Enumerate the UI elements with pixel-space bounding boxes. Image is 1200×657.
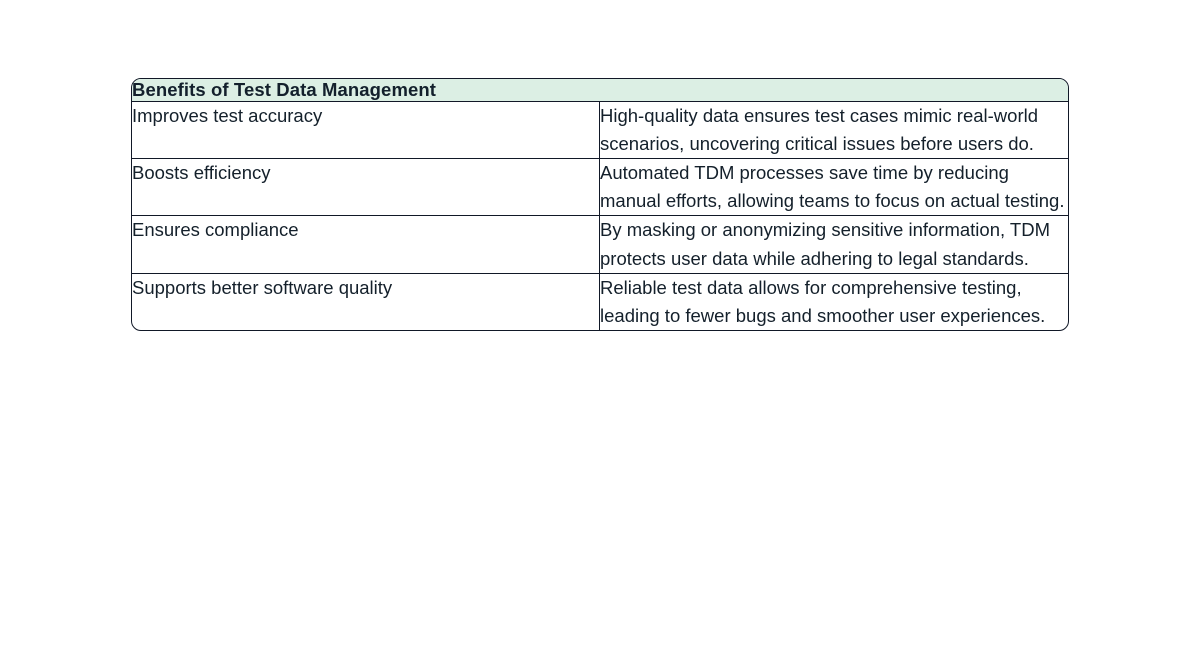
benefit-description: Reliable test data allows for comprehensive testing, leading to fewer bugs and smoother user experiences. [600, 276, 1046, 326]
table-cell-description [600, 159, 1068, 216]
table-header [132, 79, 1068, 102]
table-header-row [132, 79, 1068, 102]
table-row [132, 274, 1068, 330]
benefits-table [131, 78, 1069, 331]
benefit-description: Automated TDM processes save time by reducing manual efforts, allowing teams to focus on actual testing. [600, 162, 1065, 212]
benefit-label: Supports better software quality [132, 276, 393, 298]
table-cell-benefit [132, 102, 600, 159]
table-cell-description [600, 216, 1068, 273]
table-cell-description [600, 274, 1068, 330]
benefits-table-container [131, 78, 1069, 331]
benefit-description: High-quality data ensures test cases mimic real-world scenarios, uncovering critical issues before users do. [600, 105, 1039, 155]
benefit-description: By masking or anonymizing sensitive information, TDM protects user data while adhering to legal standards. [600, 219, 1050, 269]
table-row [132, 102, 1068, 159]
table-body [132, 102, 1068, 330]
table-title: Benefits of Test Data Management [132, 79, 1068, 102]
benefit-label: Improves test accuracy [132, 105, 323, 126]
benefit-label: Boosts efficiency [132, 162, 271, 184]
table-cell-benefit [132, 274, 600, 330]
table-cell-benefit [132, 159, 600, 216]
table-row [132, 216, 1068, 273]
table-row [132, 159, 1068, 216]
table-cell-description [600, 102, 1068, 159]
benefit-label: Ensures compliance [132, 219, 299, 241]
table-cell-benefit [132, 216, 600, 273]
